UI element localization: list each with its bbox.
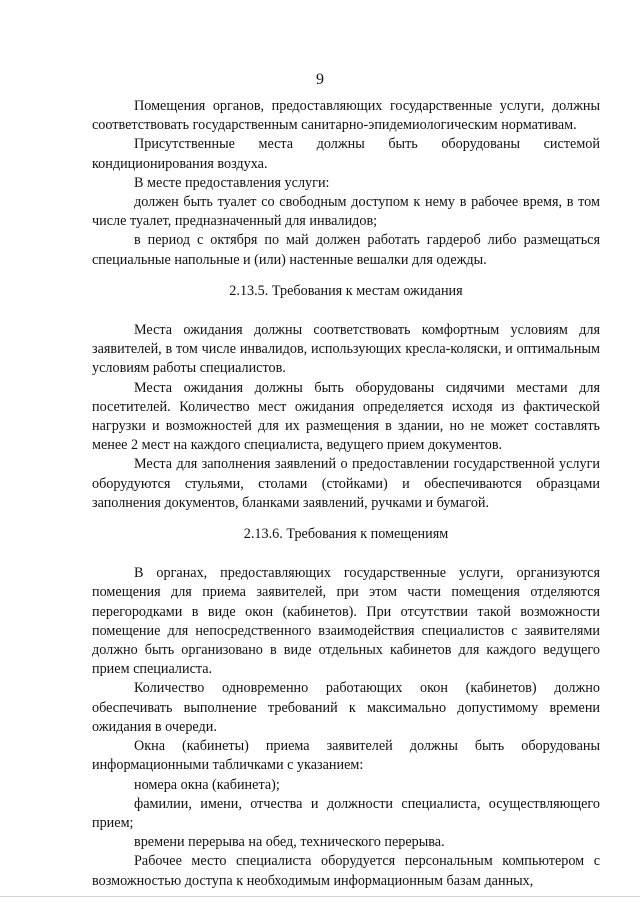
paragraph-waiting-seating: Места ожидания должны быть оборудованы сидячими местами для посетителей. Количество мест ожидания определяется исходя из фактической нагрузки и возможностей для их размещения в здании, но не может составлять менее 2 мест на каждого специалиста, ведущего прием документов. — [92, 379, 600, 454]
spacer — [92, 301, 600, 321]
list-item-break-time: времени перерыва на обед, технического перерыва. — [134, 834, 445, 851]
page-number: 9 — [316, 71, 324, 88]
paragraph-cloakroom-requirement: в период с октября по май должен работать гардероб либо размещаться специальные напольные и (или) настенные вешалки для одежды. — [92, 232, 600, 268]
section-heading-waiting-areas: 2.13.5. Требования к местам ожидания — [229, 282, 463, 299]
paragraph-toilet-requirement: должен быть туалет со свободным доступом к нему в рабочее время, в том числе туалет, предназначенный для инвалидов; — [92, 194, 600, 230]
spacer — [92, 544, 600, 564]
list-item-specialist-name: фамилии, имени, отчества и должности специалиста, осуществляющего прием; — [92, 795, 600, 831]
paragraph-number-of-windows: Количество одновременно работающих окон (кабинетов) должно обеспечивать выполнение требований к максимально допустимому времени ожидания в очереди. — [92, 680, 600, 735]
spacer — [92, 513, 600, 525]
section-heading-premises: 2.13.6. Требования к помещениям — [243, 526, 449, 543]
paragraph-workstation: Рабочее место специалиста оборудуется персональным компьютером с возможностью доступа к необходимым информационным базам данных, — [92, 853, 600, 889]
paragraph-premises-requirements: Помещения органов, предоставляющих государственные услуги, должны соответствовать государственным санитарно-эпидемиологическим нормативам. — [92, 98, 600, 134]
spacer — [92, 270, 600, 282]
paragraph-air-conditioning: Присутственные места должны быть оборудованы системой кондиционирования воздуха. — [92, 136, 600, 172]
page-bottom-edge — [0, 896, 640, 897]
paragraph-waiting-comfort: Места ожидания должны соответствовать комфортным условиям для заявителей, в том числе инвалидов, использующих кресла-коляски, и оптимальным условиям работы специалистов. — [92, 322, 600, 377]
list-item-window-number: номера окна (кабинета); — [134, 776, 280, 793]
paragraph-reception-premises: В органах, предоставляющих государственные услуги, организуются помещения для приема заявителей, при этом части помещения отделяются перегородками в виде окон (кабинетов). При отсутствии такой возможности помещение для непосредственного взаимодействия специалистов с заявителями должно быть организовано в виде отдельных кабинетов для каждого ведущего прием специалиста. — [92, 565, 600, 678]
document-body — [92, 97, 600, 891]
paragraph-information-plates: Окна (кабинеты) приема заявителей должны быть оборудованы информационными табличками с указанием: — [92, 738, 600, 774]
paragraph-service-location: В месте предоставления услуги: — [134, 174, 330, 191]
paragraph-application-areas: Места для заполнения заявлений о предоставлении государственной услуги оборудуются стульями, столами (стойками) и обеспечиваются образцами заполнения документов, бланками заявлений, ручками и бумагой. — [92, 456, 600, 511]
